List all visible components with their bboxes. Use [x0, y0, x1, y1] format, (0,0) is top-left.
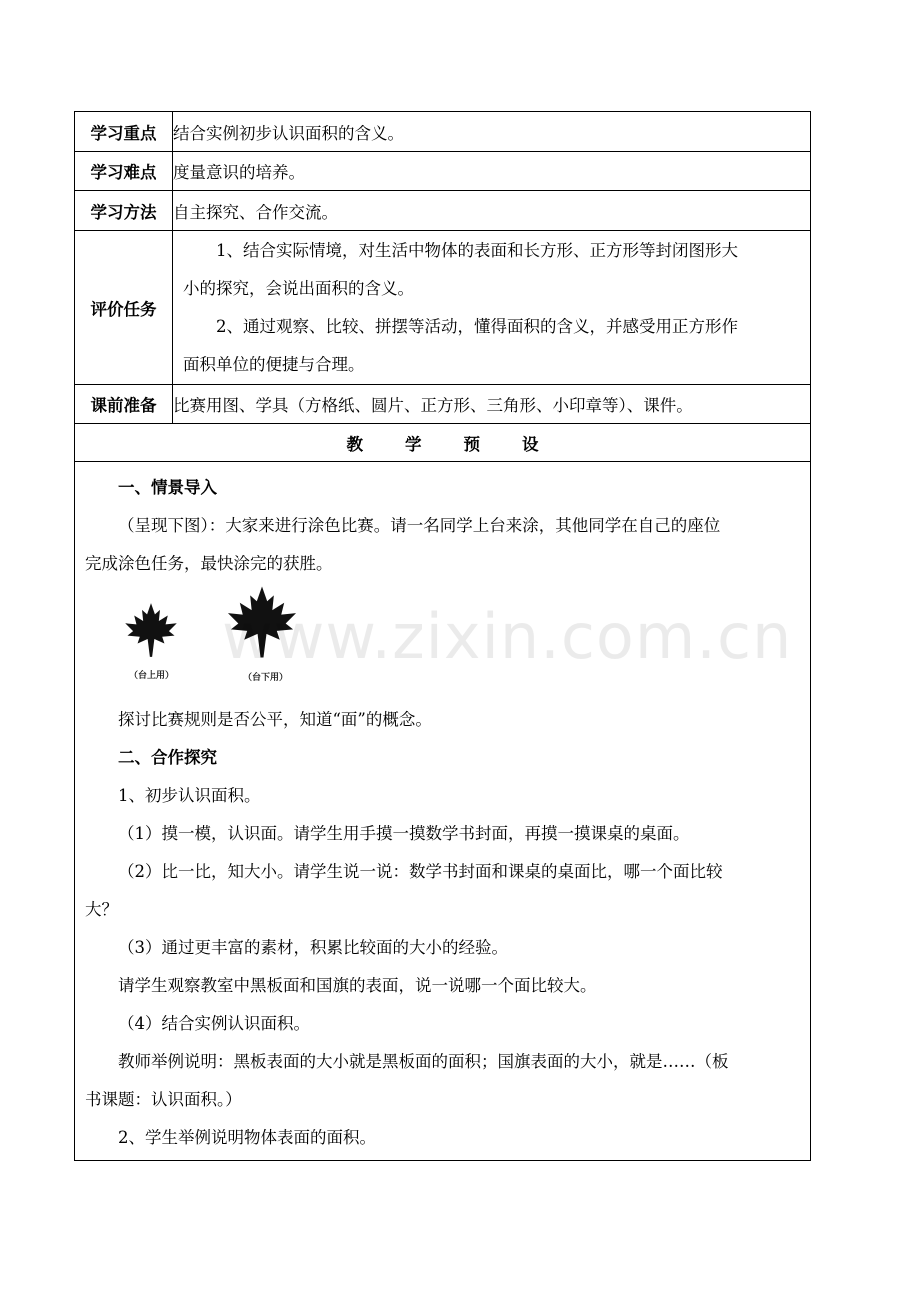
heading-1: 一、情景导入 [118, 478, 217, 497]
evaluation-line: 小的探究，会说出面积的含义。 [183, 278, 414, 298]
table-row [75, 152, 811, 191]
row-value: 比赛用图、学具（方格纸、圆片、正方形、三角形、小印章等）、课件。 [173, 385, 811, 424]
table-row [75, 424, 811, 462]
evaluation-line: 1、结合实际情境，对生活中物体的表面和长方形、正方形等封闭图形大 [216, 240, 738, 260]
heading-2: 二、合作探究 [118, 748, 217, 767]
paragraph: 探讨比赛规则是否公平，知道“面”的概念。 [118, 710, 432, 729]
paragraph: （呈现下图）：大家来进行涂色比赛。请一名同学上台来涂，其他同学在自己的座位 [118, 516, 721, 535]
row-value: 自主探究、合作交流。 [173, 191, 811, 231]
caption-left: （台上用） [129, 671, 175, 681]
lesson-body [75, 462, 811, 1161]
row-label: 评价任务 [75, 231, 173, 385]
paragraph: （3）通过更丰富的素材，积累比较面的大小的经验。 [118, 938, 508, 957]
row-label: 课前准备 [75, 385, 173, 424]
paragraph: 完成涂色任务，最快涂完的获胜。 [85, 554, 333, 573]
watermark: www.zixin.com.cn [222, 600, 793, 673]
row-value: 度量意识的培养。 [173, 152, 811, 191]
evaluation-cell [173, 231, 811, 385]
paragraph: （2）比一比，知大小。请学生说一说：数学书封面和课桌的桌面比，哪一个面比较 [118, 862, 723, 881]
evaluation-line: 面积单位的便捷与合理。 [183, 354, 365, 374]
section-title-char: 预 [463, 434, 480, 454]
lesson-plan-table [74, 111, 811, 1161]
paragraph: 教师举例说明：黑板表面的大小就是黑板面的面积；国旗表面的大小，就是……（板 [118, 1052, 729, 1071]
paragraph: 大？ [85, 900, 118, 919]
row-value: 结合实例初步认识面积的含义。 [173, 112, 811, 152]
paragraph: 书课题：认识面积。） [85, 1090, 242, 1109]
caption-right: （台下用） [243, 673, 289, 683]
table-row [75, 385, 811, 424]
row-label: 学习难点 [75, 152, 173, 191]
section-title-char: 学 [405, 434, 422, 454]
section-title-char: 设 [522, 434, 539, 454]
paragraph: （1）摸一模，认识面。请学生用手摸一摸数学书封面，再摸一摸课桌的桌面。 [118, 824, 690, 843]
section-title [75, 424, 811, 462]
paragraph: 2、学生举例说明物体表面的面积。 [118, 1128, 376, 1147]
maple-leaf-large-image [225, 583, 299, 661]
table-row [75, 231, 811, 385]
table-row [75, 462, 811, 1161]
paragraph: （4）结合实例认识面积。 [118, 1014, 310, 1033]
section-title-char: 教 [346, 434, 363, 454]
row-label: 学习重点 [75, 112, 173, 152]
evaluation-line: 2、通过观察、比较、拼摆等活动，懂得面积的含义，并感受用正方形作 [216, 316, 738, 336]
row-label: 学习方法 [75, 191, 173, 231]
table-row [75, 191, 811, 231]
maple-leaf-shape [228, 586, 296, 657]
maple-leaf-small-image [123, 601, 179, 659]
maple-leaf-shape [125, 603, 177, 657]
table-row [75, 112, 811, 152]
paragraph: 请学生观察教室中黑板面和国旗的表面，说一说哪一个面比较大。 [118, 976, 597, 995]
paragraph: 1、初步认识面积。 [118, 786, 261, 805]
leaf-images [75, 583, 810, 701]
